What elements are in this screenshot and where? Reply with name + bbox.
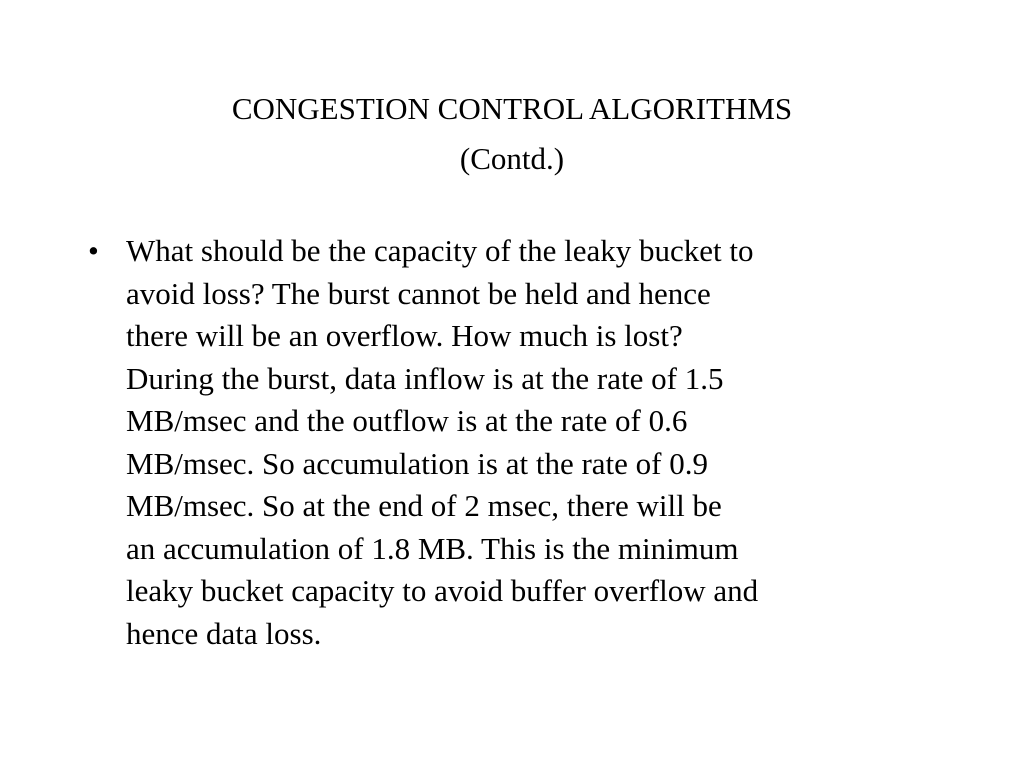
bullet-text-line-8: an accumulation of 1.8 MB. This is the minimum	[126, 530, 739, 566]
bullet-text-line-5: MB/msec and the outflow is at the rate of 0.6	[126, 403, 688, 438]
bullet-item	[86, 230, 956, 655]
bullet-text-line-10: hence data loss.	[126, 615, 322, 651]
slide-title-line-1: CONGESTION CONTROL ALGORITHMS	[231, 91, 793, 126]
bullet-text-line-2: avoid loss? The burst cannot be held and hence	[126, 275, 711, 311]
bullet-text-line-3: there will be an overflow. How much is lost?	[126, 318, 683, 353]
bullet-text-line-7: MB/msec. So at the end of 2 msec, there will be	[126, 488, 722, 523]
slide-title-line-2: (Contd.)	[459, 141, 565, 176]
bullet-dot-icon: •	[88, 233, 99, 268]
bullet-list	[86, 230, 956, 655]
bullet-text-line-9: leaky bucket capacity to avoid buffer overflow and	[126, 573, 759, 608]
slide-title	[0, 84, 1024, 184]
bullet-text-line-4: During the burst, data inflow is at the rate of 1.5	[126, 360, 724, 396]
bullet-text-line-6: MB/msec. So accumulation is at the rate of 0.9	[126, 445, 708, 481]
bullet-text-line-1: What should be the capacity of the leaky bucket to	[126, 233, 754, 268]
